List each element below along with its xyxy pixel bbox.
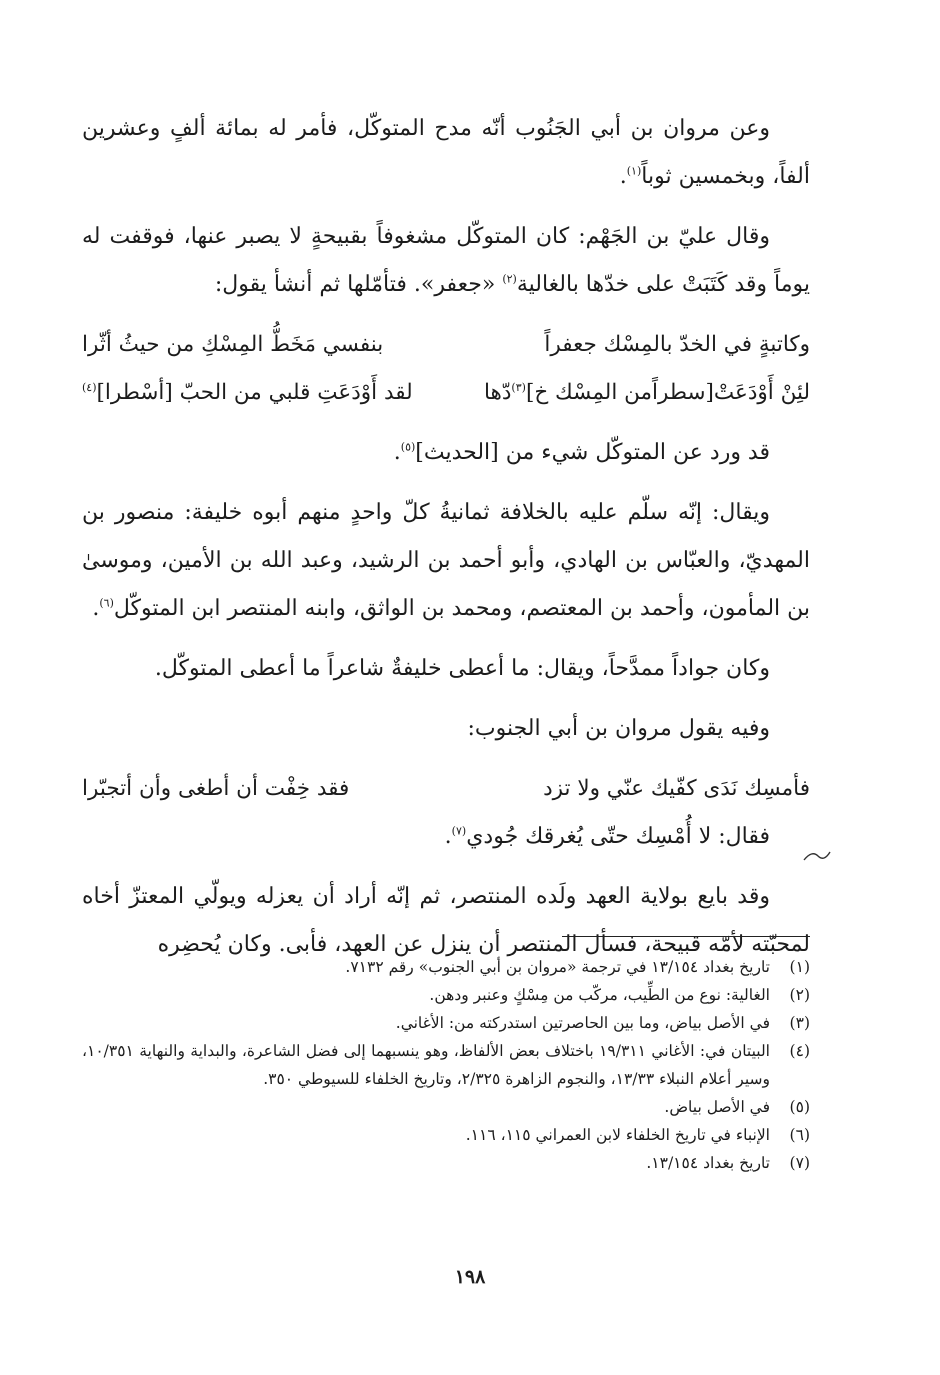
main-text	[82, 105, 810, 969]
footnote-ref-5[interactable]: (٥)	[400, 440, 416, 454]
footnote-number: (٦)	[789, 1126, 810, 1144]
footnote-text: تاريخ بغداد ١٣/١٥٤.	[646, 1154, 770, 1172]
verse-2-second-hemistich	[82, 369, 432, 417]
footnote-number: (١)	[789, 958, 810, 976]
footnote-text: تاريخ بغداد ١٣/١٥٤ في ترجمة «مروان بن أبي الجنوب» رقم ٧١٣٢.	[345, 958, 770, 976]
footnote-text: البيتان في: الأغاني ١٩/٣١١ باختلاف بعض الألفاظ، وهو ينسبهما إلى فضل الشاعرة، والبداية والنهاية ١٠/٣٥١، وسير أعلام النبلاء ١٣/٣٣، والنجوم الزاهرة ٢/٣٢٥، وتاريخ الخلفاء للسيوطي ٣٥٠.	[82, 1042, 770, 1088]
verse-line-3	[82, 765, 810, 813]
footnote-separator	[562, 936, 810, 937]
footnote-1	[82, 953, 810, 981]
footnote-ref-3[interactable]: (٣)	[511, 380, 526, 394]
verse-2-second-text: لقد أَوْدَعَتِ قلبي من الحبّ [أسْطرا]	[96, 380, 413, 405]
paragraph-3-text: قد ورد عن المتوكّل شيء من [الحديث]	[415, 440, 770, 465]
footnote-number: (٧)	[789, 1154, 810, 1172]
footnote-text: في الأصل بياض.	[664, 1098, 770, 1116]
verse-2-first-text: لئِنْ أَوْدَعَتْ[سطراًمن المِسْك خ]	[525, 380, 810, 405]
paragraph-7-text: فقال: لا أُمْسِك حتّى يُغرقك جُودي	[466, 824, 770, 849]
paragraph-3-end: .	[393, 440, 401, 465]
footnote-ref-2[interactable]: (٢)	[502, 272, 517, 286]
footnote-text: الإنباء في تاريخ الخلفاء لابن العمراني ١١٥، ١١٦.	[465, 1126, 770, 1144]
verse-1-first-hemistich: وكاتبةٍ في الخدّ بالمِسْك جعفراً	[544, 332, 810, 357]
footnote-6	[82, 1121, 810, 1149]
paragraph-4-text: ويقال: إنّه سلّم عليه بالخلافة ثمانيةُ كلّ واحدٍ منهم أبوه خليفة: منصور بن المهديّ، والعبّاس بن الهادي، وأبو أحمد بن الرشيد، وعبد الله بن الأمين، وموسىٰ بن المأمون، وأحمد بن المعتصم، ومحمد بن الواثق، وابنه المنتصر ابن المتوكّل	[82, 500, 810, 621]
footnote-ref-6[interactable]: (٦)	[99, 596, 114, 610]
verse-line-2	[82, 369, 810, 417]
footnote-7	[82, 1149, 810, 1177]
footnote-number: (٤)	[789, 1042, 810, 1060]
footnote-3	[82, 1009, 810, 1037]
footnote-number: (٣)	[789, 1014, 810, 1032]
paragraph-3	[82, 429, 810, 477]
paragraph-2-end: «جعفر». فتأمّلها ثم أنشأ يقول:	[214, 272, 496, 297]
paragraph-4-end: .	[92, 596, 100, 621]
paragraph-6: وفيه يقول مروان بن أبي الجنوب:	[467, 716, 770, 741]
paragraph-5: وكان جواداً ممدَّحاً، ويقال: ما أعطى خليفةٌ شاعراً ما أعطى المتوكّل.	[154, 656, 770, 681]
footnote-number: (٥)	[789, 1098, 810, 1116]
paragraph-1-text: وعن مروان بن أبي الجَنُوب أنّه مدح المتوكّل، فأمر له بمائة ألفٍ وعشرين ألفاً، وبخمسين ثوباً	[82, 116, 810, 189]
verse-3-second-hemistich: فقد خِفْت أن أطغى وأن أتجبّرا	[82, 776, 350, 801]
margin-mark-icon	[802, 846, 832, 866]
verse-2-first-hemistich	[460, 369, 810, 417]
page-number: ١٩٨	[454, 1266, 486, 1288]
footnote-5	[82, 1093, 810, 1121]
verse-2-first-end: دّها	[483, 380, 512, 405]
paragraph-8: وقد بايع بولاية العهد ولَده المنتصر، ثم إنّه أراد أن يعزله ويولّي المعتزّ أخاه لمحبّته لأمّه قبيحة، فسأل المنتصر أن ينزل عن العهد، فأبى. وكان يُحضِره	[82, 884, 810, 957]
paragraph-1	[82, 105, 810, 201]
footnote-text: الغالية: نوع من الطِّيب، مركّب من مِسْكٍ وعنبر ودهن.	[429, 986, 770, 1004]
footnote-4	[82, 1037, 810, 1093]
paragraph-4	[82, 489, 810, 633]
paragraph-7	[82, 813, 810, 861]
verse-1-second-hemistich: بنفسي مَخَطُّ المِسْكِ من حيثُ أثّرا	[82, 332, 384, 357]
footnote-ref-7[interactable]: (٧)	[451, 824, 467, 838]
footnote-2	[82, 981, 810, 1009]
verse-line-1	[82, 321, 810, 369]
footnote-ref-1[interactable]: (١)	[626, 164, 642, 178]
paragraph-2	[82, 213, 810, 309]
paragraph-2-text: وقال عليّ بن الجَهْم: كان المتوكّل مشغوفاً بقبيحةٍ لا يصبر عنها، فوقفت له يوماً وقد كَتَبَتْ على خدّها بالغالية	[82, 224, 810, 297]
footnote-text: في الأصل بياض، وما بين الحاصرتين استدركته من: الأغاني.	[395, 1014, 770, 1032]
footnotes	[82, 953, 810, 1177]
verse-3-first-hemistich: فأمسِك نَدَى كفّيك عنّي ولا تزد	[543, 776, 810, 801]
footnote-ref-4[interactable]: (٤)	[82, 380, 97, 394]
paragraph-1-end: .	[619, 164, 627, 189]
footnote-number: (٢)	[789, 986, 810, 1004]
paragraph-7-end: .	[444, 824, 452, 849]
